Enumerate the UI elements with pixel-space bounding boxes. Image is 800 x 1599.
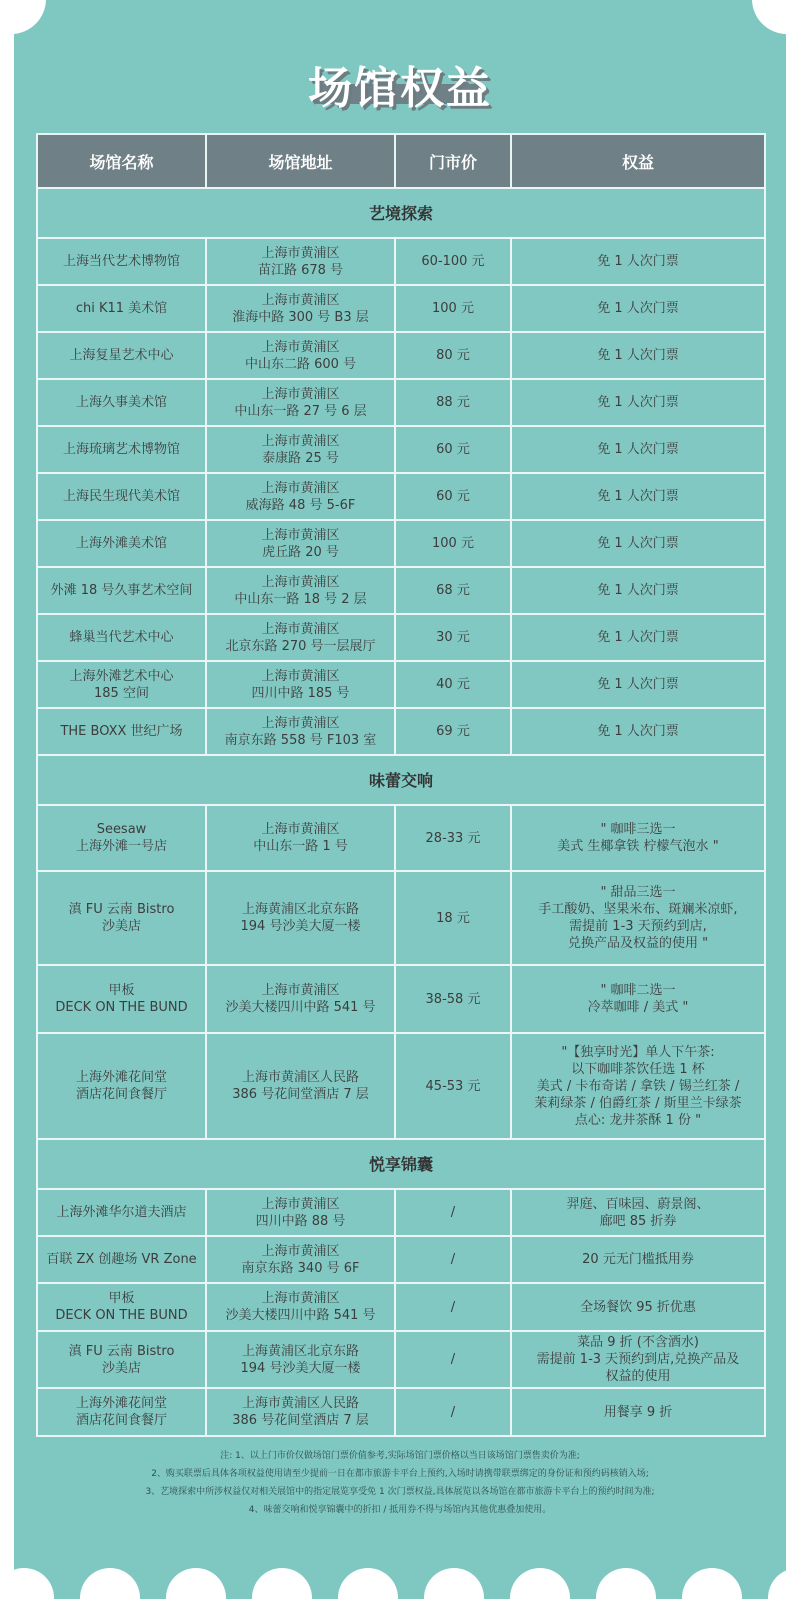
cell-name: 上海琉璃艺术博物馆 (37, 426, 206, 473)
cell-address: 上海市黄浦区 南京东路 558 号 F103 室 (206, 708, 395, 755)
table-row (37, 567, 765, 614)
footnote: 注: 1、以上门市价仅做场馆门票价值参考,实际场馆门票价格以当日该场馆门票售卖价为准; (220, 1451, 580, 1461)
cell-price: / (395, 1236, 511, 1283)
cell-benefit: 羿庭、百味园、蔚景阁、 廊吧 85 折券 (511, 1189, 765, 1236)
cell-name: 上海久事美术馆 (37, 379, 206, 426)
table-row (37, 1236, 765, 1283)
cell-name: 上海民生现代美术馆 (37, 473, 206, 520)
cell-price: 30 元 (395, 614, 511, 661)
cell-name: 上海复星艺术中心 (37, 332, 206, 379)
ticket-bottom-notch (510, 1568, 570, 1599)
section-title: 艺境探索 (37, 188, 765, 238)
cell-name: 上海外滩艺术中心 185 空间 (37, 661, 206, 708)
cell-price: 28-33 元 (395, 805, 511, 871)
cell-benefit: " 咖啡三选一 美式 生椰拿铁 柠檬气泡水 " (511, 805, 765, 871)
cell-address: 上海市黄浦区 苗江路 678 号 (206, 238, 395, 285)
cell-address: 上海市黄浦区 淮海中路 300 号 B3 层 (206, 285, 395, 332)
table-row (37, 379, 765, 426)
cell-name: 上海当代艺术博物馆 (37, 238, 206, 285)
cell-benefit: "【独享时光】单人下午茶: 以下咖啡茶饮任选 1 杯 美式 / 卡布奇诺 / 拿铁 / 锡兰红茶 / 茉莉绿茶 / 伯爵红茶 / 斯里兰卡绿茶 点心: 龙井茶酥 1 份 " (511, 1033, 765, 1139)
cell-benefit: 用餐享 9 折 (511, 1388, 765, 1436)
cell-price: 60-100 元 (395, 238, 511, 285)
ticket-bottom-notch (14, 1568, 54, 1599)
cell-price: 18 元 (395, 871, 511, 965)
table-row (37, 520, 765, 567)
cell-address: 上海市黄浦区 中山东一路 1 号 (206, 805, 395, 871)
ticket-bottom-notch (166, 1568, 226, 1599)
cell-benefit: " 咖啡二选一 冷萃咖啡 / 美式 " (511, 965, 765, 1033)
ticket-bottom-notch (768, 1568, 786, 1599)
cell-price: 88 元 (395, 379, 511, 426)
table-header-row (37, 134, 765, 188)
footnotes (54, 1447, 746, 1519)
cell-price: / (395, 1189, 511, 1236)
section-row (37, 1139, 765, 1189)
cell-address: 上海市黄浦区 北京东路 270 号一层展厅 (206, 614, 395, 661)
table-row (37, 708, 765, 755)
cell-name: chi K11 美术馆 (37, 285, 206, 332)
section-title: 悦享锦囊 (37, 1139, 765, 1189)
cell-address: 上海市黄浦区 威海路 48 号 5-6F (206, 473, 395, 520)
cell-price: 40 元 (395, 661, 511, 708)
cell-price: 68 元 (395, 567, 511, 614)
cell-benefit: 免 1 人次门票 (511, 332, 765, 379)
cell-address: 上海黄浦区北京东路 194 号沙美大厦一楼 (206, 871, 395, 965)
cell-price: 38-58 元 (395, 965, 511, 1033)
cell-name: 甲板 DECK ON THE BUND (37, 965, 206, 1033)
cell-name: 甲板 DECK ON THE BUND (37, 1283, 206, 1331)
cell-price: / (395, 1283, 511, 1331)
table-row (37, 1033, 765, 1139)
cell-address: 上海市黄浦区 四川中路 185 号 (206, 661, 395, 708)
cell-address: 上海市黄浦区人民路 386 号花间堂酒店 7 层 (206, 1033, 395, 1139)
table-row (37, 238, 765, 285)
table-row (37, 614, 765, 661)
cell-price: 60 元 (395, 426, 511, 473)
table-row (37, 1388, 765, 1436)
cell-benefit: 免 1 人次门票 (511, 238, 765, 285)
cell-benefit: 菜品 9 折 (不含酒水) 需提前 1-3 天预约到店,兑换产品及 权益的使用 (511, 1331, 765, 1388)
section-row (37, 188, 765, 238)
table-row (37, 871, 765, 965)
cell-benefit: 免 1 人次门票 (511, 614, 765, 661)
cell-benefit: 免 1 人次门票 (511, 661, 765, 708)
table-row (37, 332, 765, 379)
table-body (37, 188, 765, 1436)
cell-address: 上海黄浦区北京东路 194 号沙美大厦一楼 (206, 1331, 395, 1388)
table-row (37, 1283, 765, 1331)
cell-name: 蜂巢当代艺术中心 (37, 614, 206, 661)
cell-name: 百联 ZX 创趣场 VR Zone (37, 1236, 206, 1283)
cell-benefit: 免 1 人次门票 (511, 379, 765, 426)
venue-benefits-table (36, 133, 766, 1437)
ticket-bottom-notch (338, 1568, 398, 1599)
footnote: 3、艺境探索中所涉权益仅对相关展馆中的指定展览享受免 1 次门票权益,具体展览以各场馆在都市旅游卡平台上的预约时间为准; (145, 1487, 655, 1497)
cell-address: 上海市黄浦区 沙美大楼四川中路 541 号 (206, 1283, 395, 1331)
cell-price: / (395, 1388, 511, 1436)
cell-benefit: 全场餐饮 95 折优惠 (511, 1283, 765, 1331)
column-header-address: 场馆地址 (206, 134, 395, 188)
table-row (37, 426, 765, 473)
footnote: 2、购买联票后具体各项权益使用请至少提前一日在都市旅游卡平台上预约,入场时请携带联票绑定的身份证和预约码核销入场; (151, 1469, 649, 1479)
cell-name: 上海外滩花间堂 酒店花间食餐厅 (37, 1388, 206, 1436)
column-header-benefit: 权益 (511, 134, 765, 188)
table-row (37, 805, 765, 871)
cell-name: 上海外滩华尔道夫酒店 (37, 1189, 206, 1236)
cell-address: 上海市黄浦区人民路 386 号花间堂酒店 7 层 (206, 1388, 395, 1436)
cell-address: 上海市黄浦区 南京东路 340 号 6F (206, 1236, 395, 1283)
cell-benefit: 免 1 人次门票 (511, 567, 765, 614)
cell-price: 80 元 (395, 332, 511, 379)
cell-address: 上海市黄浦区 泰康路 25 号 (206, 426, 395, 473)
cell-price: 69 元 (395, 708, 511, 755)
ticket-bottom-notch (80, 1568, 140, 1599)
cell-name: Seesaw 上海外滩一号店 (37, 805, 206, 871)
section-title: 味蕾交响 (37, 755, 765, 805)
table-row (37, 965, 765, 1033)
cell-benefit: 免 1 人次门票 (511, 708, 765, 755)
ticket-bottom-notch (596, 1568, 656, 1599)
cell-name: THE BOXX 世纪广场 (37, 708, 206, 755)
cell-benefit: 20 元无门槛抵用券 (511, 1236, 765, 1283)
cell-benefit: 免 1 人次门票 (511, 285, 765, 332)
cell-name: 外滩 18 号久事艺术空间 (37, 567, 206, 614)
page-title: 场馆权益 (308, 63, 492, 114)
cell-address: 上海市黄浦区 中山东一路 27 号 6 层 (206, 379, 395, 426)
table-row (37, 661, 765, 708)
cell-price: 45-53 元 (395, 1033, 511, 1139)
cell-address: 上海市黄浦区 四川中路 88 号 (206, 1189, 395, 1236)
ticket-notch (752, 0, 786, 34)
section-row (37, 755, 765, 805)
ticket-bottom-notch (424, 1568, 484, 1599)
ticket-card (14, 0, 786, 1599)
column-header-price: 门市价 (395, 134, 511, 188)
cell-benefit: " 甜品三选一 手工酸奶、坚果米布、斑斓米凉虾, 需提前 1-3 天预约到店, 兑换产品及权益的使用 " (511, 871, 765, 965)
table-row (37, 285, 765, 332)
cell-address: 上海市黄浦区 虎丘路 20 号 (206, 520, 395, 567)
table-row (37, 1331, 765, 1388)
table-row (37, 1189, 765, 1236)
ticket-bottom-notch (682, 1568, 742, 1599)
cell-price: 100 元 (395, 285, 511, 332)
cell-address: 上海市黄浦区 中山东一路 18 号 2 层 (206, 567, 395, 614)
cell-benefit: 免 1 人次门票 (511, 426, 765, 473)
cell-address: 上海市黄浦区 沙美大楼四川中路 541 号 (206, 965, 395, 1033)
cell-price: 100 元 (395, 520, 511, 567)
column-header-name: 场馆名称 (37, 134, 206, 188)
cell-benefit: 免 1 人次门票 (511, 473, 765, 520)
cell-name: 滇 FU 云南 Bistro 沙美店 (37, 1331, 206, 1388)
cell-name: 上海外滩花间堂 酒店花间食餐厅 (37, 1033, 206, 1139)
ticket-bottom-notch (252, 1568, 312, 1599)
cell-name: 上海外滩美术馆 (37, 520, 206, 567)
footnote: 4、味蕾交响和悦享锦囊中的折扣 / 抵用券不得与场馆内其他优惠叠加使用。 (248, 1505, 552, 1515)
cell-price: / (395, 1331, 511, 1388)
cell-name: 滇 FU 云南 Bistro 沙美店 (37, 871, 206, 965)
ticket-notch (14, 0, 46, 34)
cell-address: 上海市黄浦区 中山东二路 600 号 (206, 332, 395, 379)
cell-benefit: 免 1 人次门票 (511, 520, 765, 567)
cell-price: 60 元 (395, 473, 511, 520)
table-row (37, 473, 765, 520)
